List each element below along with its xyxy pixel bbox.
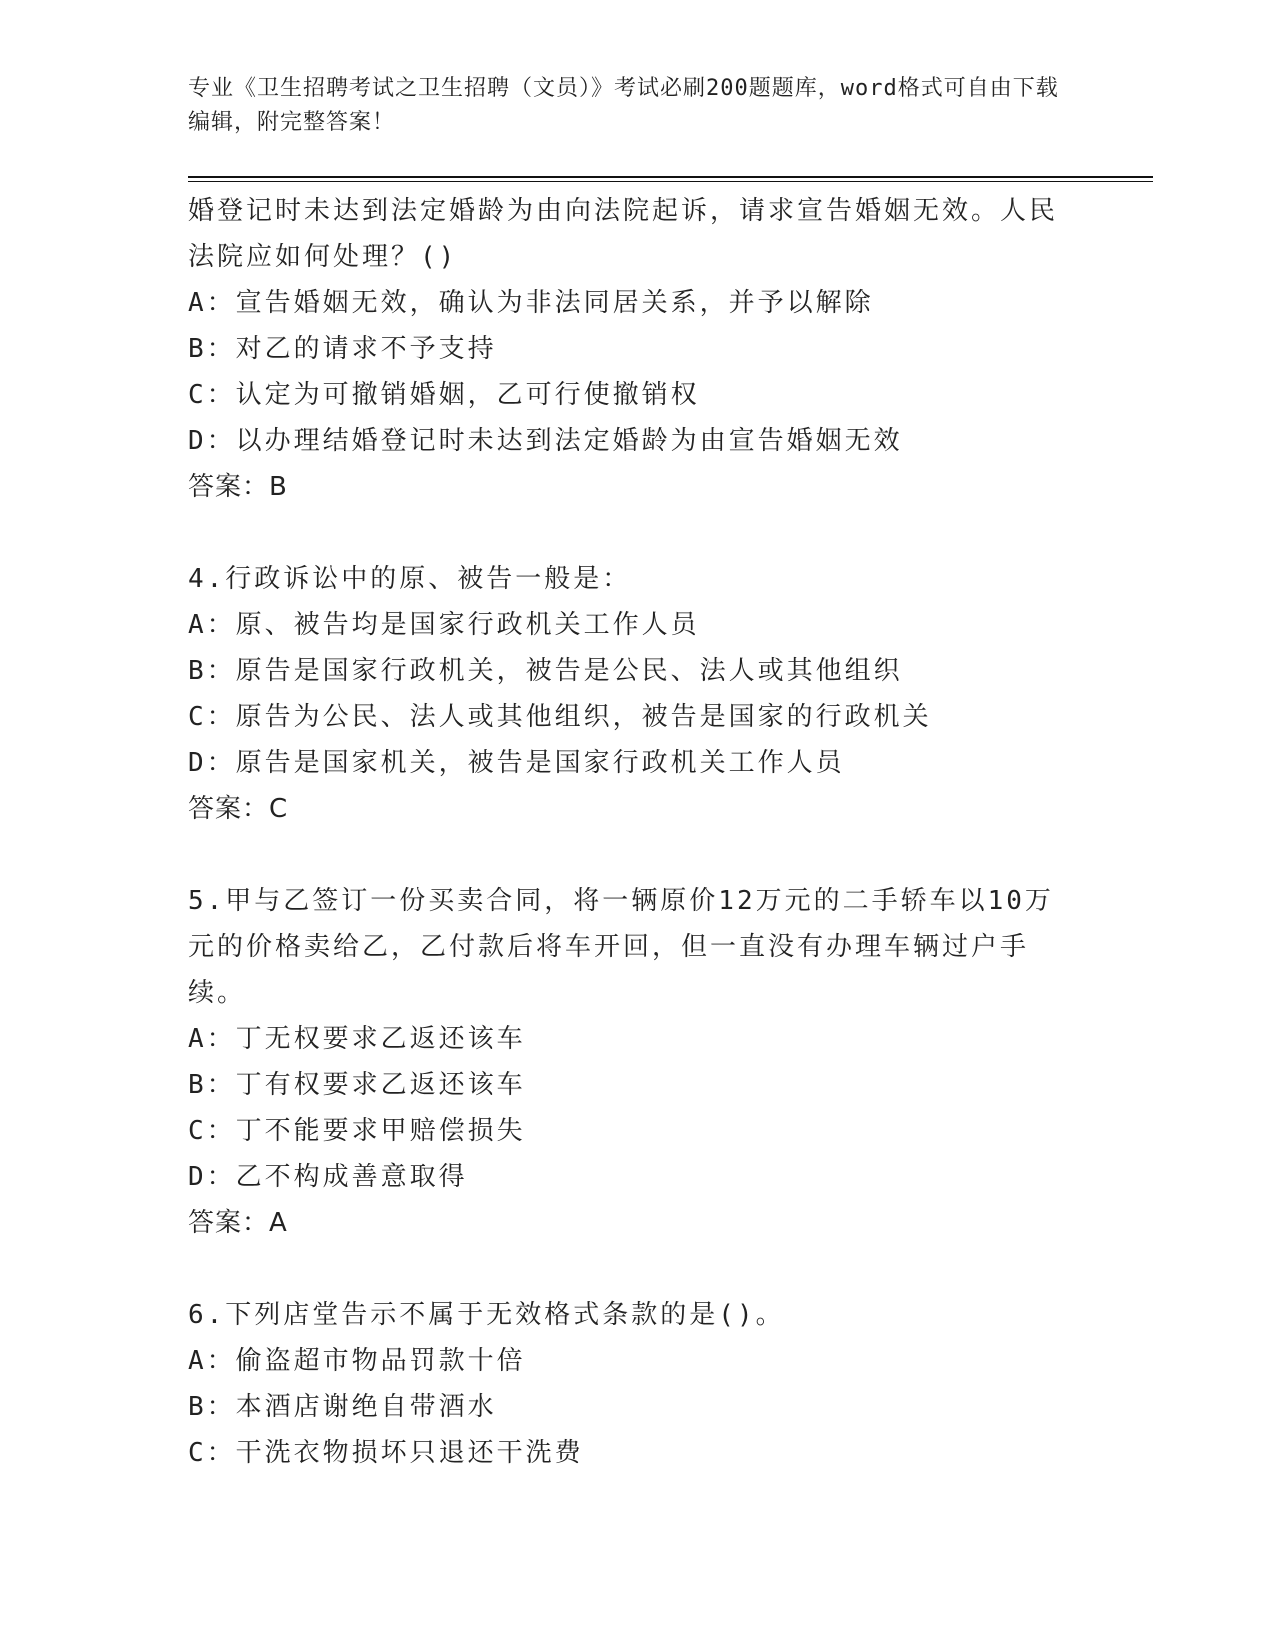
option-b: B：丁有权要求乙返还该车 xyxy=(188,1070,526,1100)
question-5 xyxy=(188,878,1068,1246)
question-stem: 4.行政诉讼中的原、被告一般是： xyxy=(188,564,632,594)
question-stem: 婚登记时未达到法定婚龄为由向法院起诉，请求宣告婚姻无效。人民法院应如何处理？() xyxy=(188,196,1059,272)
spacer xyxy=(188,832,1068,878)
option-a: A：原、被告均是国家行政机关工作人员 xyxy=(188,610,700,640)
header-rule-thin xyxy=(188,181,1153,182)
spacer xyxy=(188,510,1068,556)
option-c: C：原告为公民、法人或其他组织，被告是国家的行政机关 xyxy=(188,702,932,732)
question-stem: 5.甲与乙签订一份买卖合同，将一辆原价12万元的二手轿车以10万元的价格卖给乙，乙付款后将车开回，但一直没有办理车辆过户手续。 xyxy=(188,886,1054,1008)
document-header: 专业《卫生招聘考试之卫生招聘（文员）》考试必刷200题题库，word格式可自由下载编辑，附完整答案！ xyxy=(188,76,1059,135)
option-b: B：原告是国家行政机关，被告是公民、法人或其他组织 xyxy=(188,656,903,686)
answer: 答案：C xyxy=(188,794,289,824)
question-4 xyxy=(188,556,1068,832)
header-rule-thick xyxy=(188,176,1153,178)
option-c: C：丁不能要求甲赔偿损失 xyxy=(188,1116,526,1146)
answer: 答案：B xyxy=(188,472,288,502)
option-d: D：以办理结婚登记时未达到法定婚龄为由宣告婚姻无效 xyxy=(188,426,903,456)
option-b: B：本酒店谢绝自带酒水 xyxy=(188,1392,497,1422)
option-c: C：认定为可撤销婚姻，乙可行使撤销权 xyxy=(188,380,700,410)
option-d: D：乙不构成善意取得 xyxy=(188,1162,468,1192)
option-a: A：丁无权要求乙返还该车 xyxy=(188,1024,526,1054)
answer: 答案：A xyxy=(188,1208,288,1238)
option-a: A：偷盗超市物品罚款十倍 xyxy=(188,1346,526,1376)
document-body xyxy=(188,188,1068,1476)
question-3 xyxy=(188,188,1068,510)
spacer xyxy=(188,1246,1068,1292)
option-d: D：原告是国家机关，被告是国家行政机关工作人员 xyxy=(188,748,845,778)
option-a: A：宣告婚姻无效，确认为非法同居关系，并予以解除 xyxy=(188,288,874,318)
option-b: B：对乙的请求不予支持 xyxy=(188,334,497,364)
question-stem: 6.下列店堂告示不属于无效格式条款的是()。 xyxy=(188,1300,785,1330)
question-6 xyxy=(188,1292,1068,1476)
option-c: C：干洗衣物损坏只退还干洗费 xyxy=(188,1438,584,1468)
